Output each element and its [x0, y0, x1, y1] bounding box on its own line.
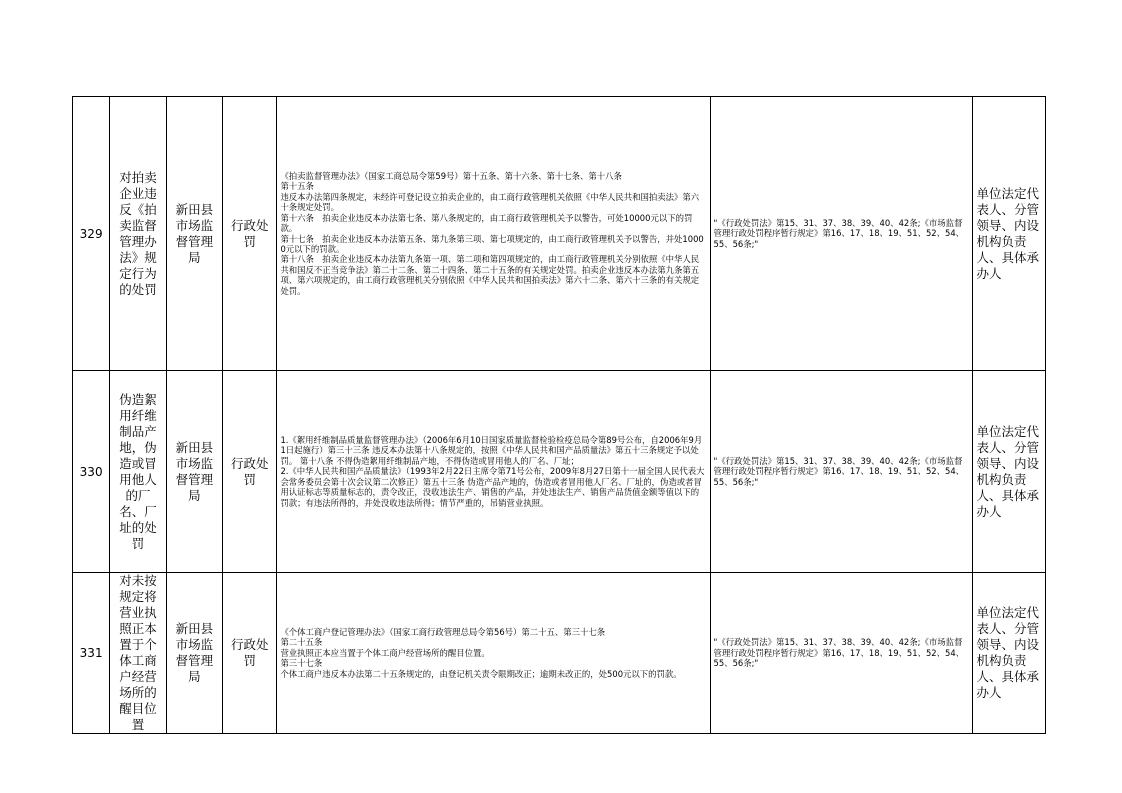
- basis-line: 第十五条: [280, 181, 314, 192]
- procedure-basis: "《行政处罚法》第15、31、37、38、39、40、42条;《市场监督管理行政处罚程序暂行规定》第16、17、18、19、51、52、54、55、56条;": [710, 573, 973, 734]
- legal-basis: [277, 97, 710, 371]
- basis-line: 2.《中华人民共和国产品质量法》（1993年2月22日主席令第71号公布，2009年8月27日第十一届全国人民代表大会常务委员会第十次会议第二次修正）第五十三条 伪造产品产地的，伪造或者冒用他人厂名、厂址的，伪造或者冒用认证标志等质量标志的，责令改正，没收违法生产、销售的产品，并处违法生产、销售产品货值金额等值以下的罚款；有违法所得的，并处没收违法所得；情节严重的，吊销营业执照。: [280, 466, 705, 508]
- item-name: 对未按规定将营业执照正本置于个体工商户经营场所的醒目位置: [110, 573, 166, 734]
- legal-basis: [277, 573, 710, 734]
- table-row: [73, 371, 1046, 573]
- basis-line: 营业执照正本应当置于个体工商户经营场所的醒目位置。: [280, 647, 490, 658]
- basis-line: 第十七条 拍卖企业违反本办法第五条、第九条第三项、第七项规定的，由工商行政管理机关予以警告，并处10000元以下的罚款。: [280, 233, 704, 254]
- procedure-basis: "《行政处罚法》第15、31、37、38、39、40、42条;《市场监督管理行政处罚程序暂行规定》第16、17、18、19、51、52、54、55、56条;": [710, 97, 973, 371]
- procedure-basis: "《行政处罚法》第15、31、37、38、39、40、42条;《市场监督管理行政处罚程序暂行规定》第16、17、18、19、51、52、54、55、56条;": [710, 371, 973, 573]
- table-row: [73, 573, 1046, 734]
- penalty-type: 行政处罚: [223, 97, 277, 371]
- basis-line: 《个体工商户登记管理办法》（国家工商行政管理总局令第56号）第二十五、第三十七条: [280, 626, 606, 637]
- responsible-party: 单位法定代表人、分管领导、内设机构负责人、具体承办人: [973, 573, 1046, 734]
- row-number: 331: [73, 573, 110, 734]
- legal-basis: [277, 371, 710, 573]
- basis-line: 《拍卖监督管理办法》（国家工商总局令第59号）第十五条、第十六条、第十七条、第十八条: [280, 171, 622, 182]
- basis-line: 个体工商户违反本办法第二十五条规定的，由登记机关责令限期改正；逾期未改正的，处500元以下的罚款。: [280, 668, 682, 679]
- row-number: 329: [73, 97, 110, 371]
- item-name: 伪造絮用纤维制品产地，伪造或冒用他人的厂名、厂址的处罚: [110, 371, 166, 573]
- row-number: 330: [73, 371, 110, 573]
- basis-line: 违反本办法第四条规定，未经许可登记设立拍卖企业的，由工商行政管理机关依照《中华人民共和国拍卖法》第六十条规定处罚。: [280, 191, 700, 213]
- item-name: 对拍卖企业违反《拍卖监督管理办法》规定行为的处罚: [110, 97, 166, 371]
- penalty-type: 行政处罚: [223, 573, 277, 734]
- penalty-type: 行政处罚: [223, 371, 277, 573]
- basis-line: 第十八条 拍卖企业违反本办法第九条第一项、第二项和第四项规定的，由工商行政管理机关分别依照《中华人民共和国反不正当竞争法》第二十二条、第二十四条、第二十五条的有关规定处罚。拍卖企业违反本办法第九条第五项、第六项规定的，由工商行政管理机关分别依照《中华人民共和国拍卖法》第六十二条、第六十三条的有关规定处罚。: [280, 254, 700, 296]
- responsible-party: 单位法定代表人、分管领导、内设机构负责人、具体承办人: [973, 371, 1046, 573]
- basis-line: 第十六条 拍卖企业违反本办法第七条、第八条规定的，由工商行政管理机关予以警告，可处10000元以下的罚款。: [280, 212, 693, 234]
- department: 新田县市场监督管理局: [166, 97, 222, 371]
- department: 新田县市场监督管理局: [166, 371, 222, 573]
- responsible-party: 单位法定代表人、分管领导、内设机构负责人、具体承办人: [973, 97, 1046, 371]
- basis-line: 第三十七条: [280, 658, 323, 669]
- table-row: [73, 97, 1046, 371]
- department: 新田县市场监督管理局: [166, 573, 222, 734]
- penalty-table: [72, 96, 1046, 734]
- basis-line: 第二十五条: [280, 637, 323, 648]
- basis-line: 1.《絮用纤维制品质量监督管理办法》（2006年6月10日国家质量监督检验检疫总局令第89号公布，自2006年9月1日起施行）第三十三条 违反本办法第十八条规定的，按照《中华人民共和国产品质量法》第五十三条规定予以处罚。 第十八条 不得伪造絮用纤维制品产地，不得伪造或冒用他人的厂名、厂址；: [280, 435, 703, 466]
